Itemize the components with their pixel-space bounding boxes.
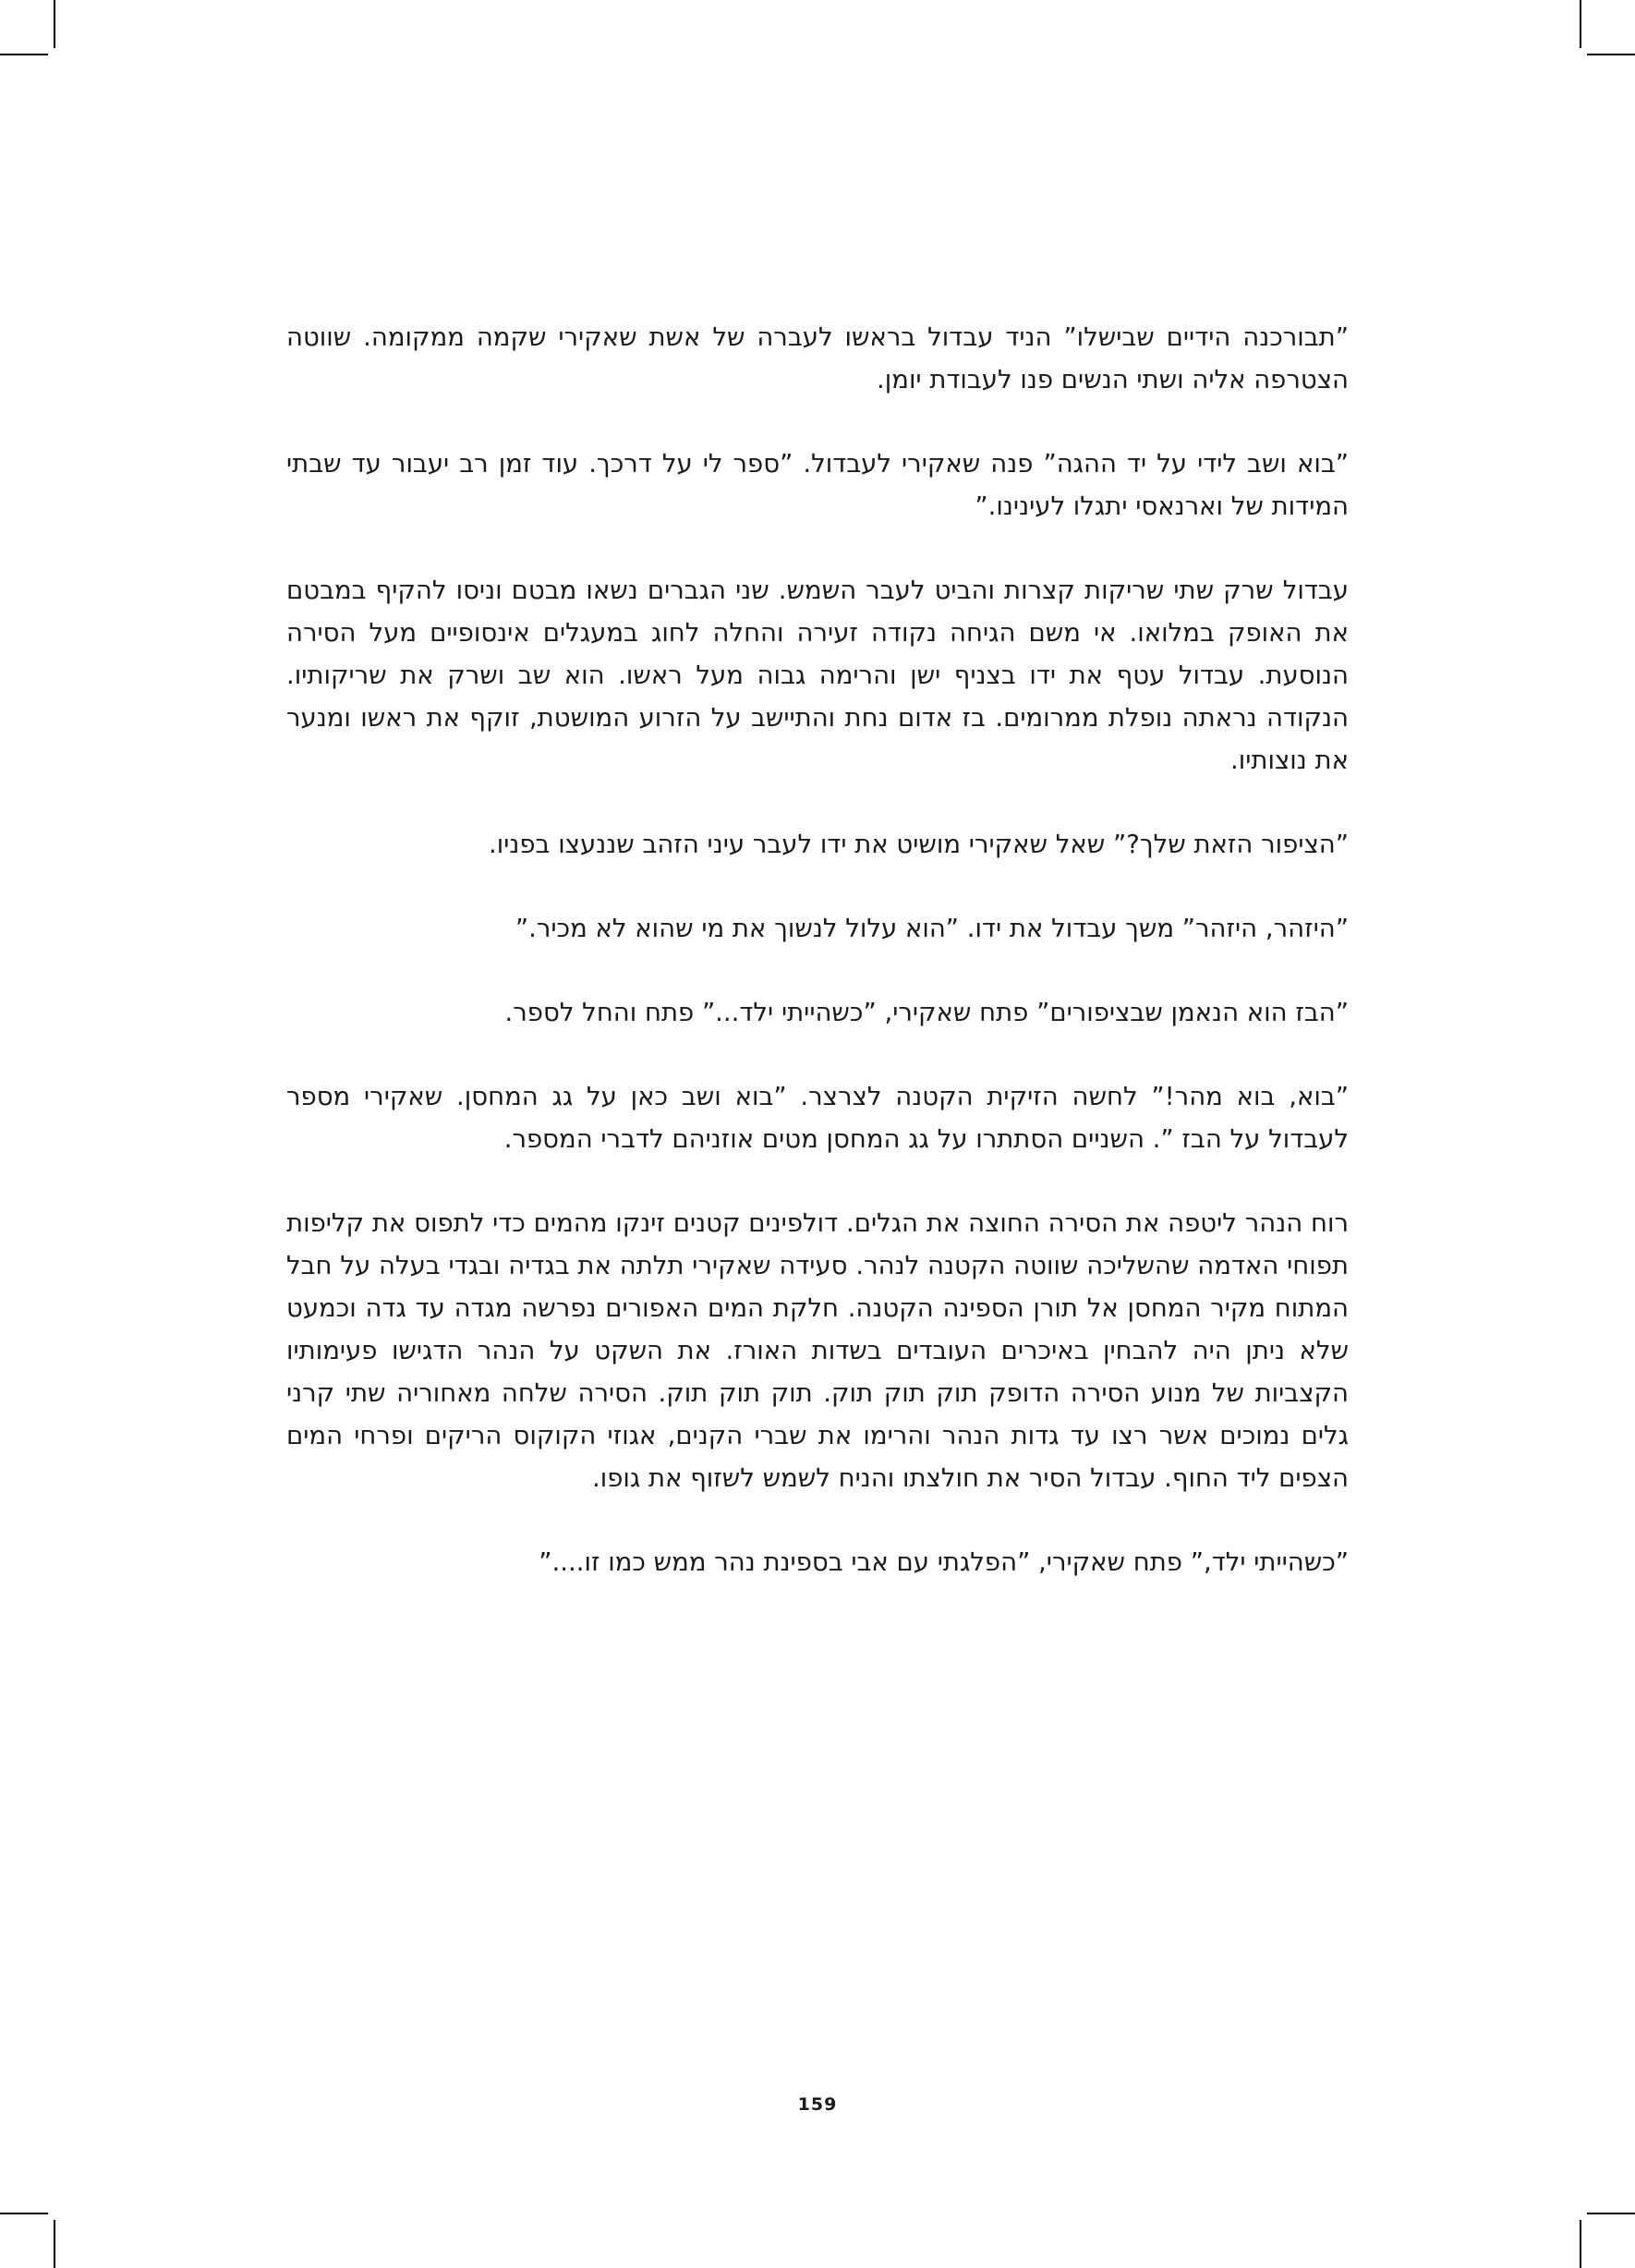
paragraph-8: רוח הנהר ליטפה את הסירה החוצה את הגלים. דולפינים קטנים זינקו מהמים כדי לתפוס את קליפות תפוחי האדמה שהשליכה שווטה הקטנה לנהר. סעידה שאקירי תלתה את בגדיה ובגדי בעלה על חבל המתוח מקיר המחסן אל תורן הספינה הקטנה. חלקת המים האפורים נפרשה מגדה עד גדה וכמעט שלא ניתן היה להבחין באיכרים העובדים בשדות האורז. את השקט על הנהר הדגישו פעימותיו הקצביות של מנוע הסירה הדופק תוק תוק תוק. תוק תוק תוק. הסירה שלחה מאחוריה שתי קרני גלים נמוכים אשר רצו עד גדות הנהר והרימו את שברי הקנים, אגוזי הקוקוס הריקים ופרחי המים הצפים ליד החוף. עבדול הסיר את חולצתו והניח לשמש לשזוף את גופו. <box>286 1208 1349 1493</box>
body-text <box>286 316 1349 1625</box>
crop-mark-bottom-right-horizontal <box>1587 2213 1635 2214</box>
paragraph-4: ”הציפור הזאת שלך?” שאל שאקירי מושיט את ידו לעבר עיני הזהב שננעצו בפניו. <box>488 830 1349 859</box>
crop-mark-bottom-left-vertical <box>54 2220 55 2268</box>
paragraph-2: ”בוא ושב לידי על יד ההגה” פנה שאקירי לעבדול. ”ספר לי על דרכך. עוד זמן רב יעבור עד שבתי המידות של וארנאסי יתגלו לעינינו.” <box>286 449 1349 521</box>
paragraph-9: ”כשהייתי ילד,” פתח שאקירי, ”הפלגתי עם אבי בספינת נהר ממש כמו זו....” <box>539 1547 1349 1577</box>
paragraph-6: ”הבז הוא הנאמן שבציפורים” פתח שאקירי, ”כשהייתי ילד...” פתח והחל לספר. <box>504 998 1349 1027</box>
page-number: 159 <box>797 2094 838 2115</box>
paragraph-1: ”תבורכנה הידיים שבישלו” הניד עבדול בראשו לעברה של אשת שאקירי שקמה ממקומה. שווטה הצטרפה אליה ושתי הנשים פנו לעבודת יומן. <box>286 322 1349 394</box>
crop-mark-top-left-vertical <box>54 0 55 48</box>
paragraph-7: ”בוא, בוא מהר!” לחשה הזיקית הקטנה לצרצר. ”בוא ושב כאן על גג המחסן. שאקירי מספר לעבדול על הבז ”. השניים הסתתרו על גג המחסן מטים אוזניהם לדברי המספר. <box>286 1082 1349 1154</box>
crop-mark-bottom-right-vertical <box>1580 2220 1581 2268</box>
crop-mark-top-left-horizontal <box>0 54 48 55</box>
crop-mark-bottom-left-horizontal <box>0 2213 48 2214</box>
crop-mark-top-right-vertical <box>1580 0 1581 48</box>
paragraph-3: עבדול שרק שתי שריקות קצרות והביט לעבר השמש. שני הגברים נשאו מבטם וניסו להקיף במבטם את האופק במלואו. אי משם הגיחה נקודה זעירה והחלה לחוג במעגלים אינסופיים מעל הסירה הנוסעת. עבדול עטף את ידו בצניף ישן והרימה גבוה מעל ראשו. הוא שב ושרק את שריקותיו. הנקודה נראתה נופלת ממרומים. בז אדום נחת והתיישב על הזרוע המושטת, זוקף את ראשו ומנער את נוצותיו. <box>286 576 1349 775</box>
paragraph-5: ”היזהר, היזהר” משך עבדול את ידו. ”הוא עלול לנשוך את מי שהוא לא מכיר.” <box>515 914 1349 943</box>
crop-mark-top-right-horizontal <box>1587 54 1635 55</box>
